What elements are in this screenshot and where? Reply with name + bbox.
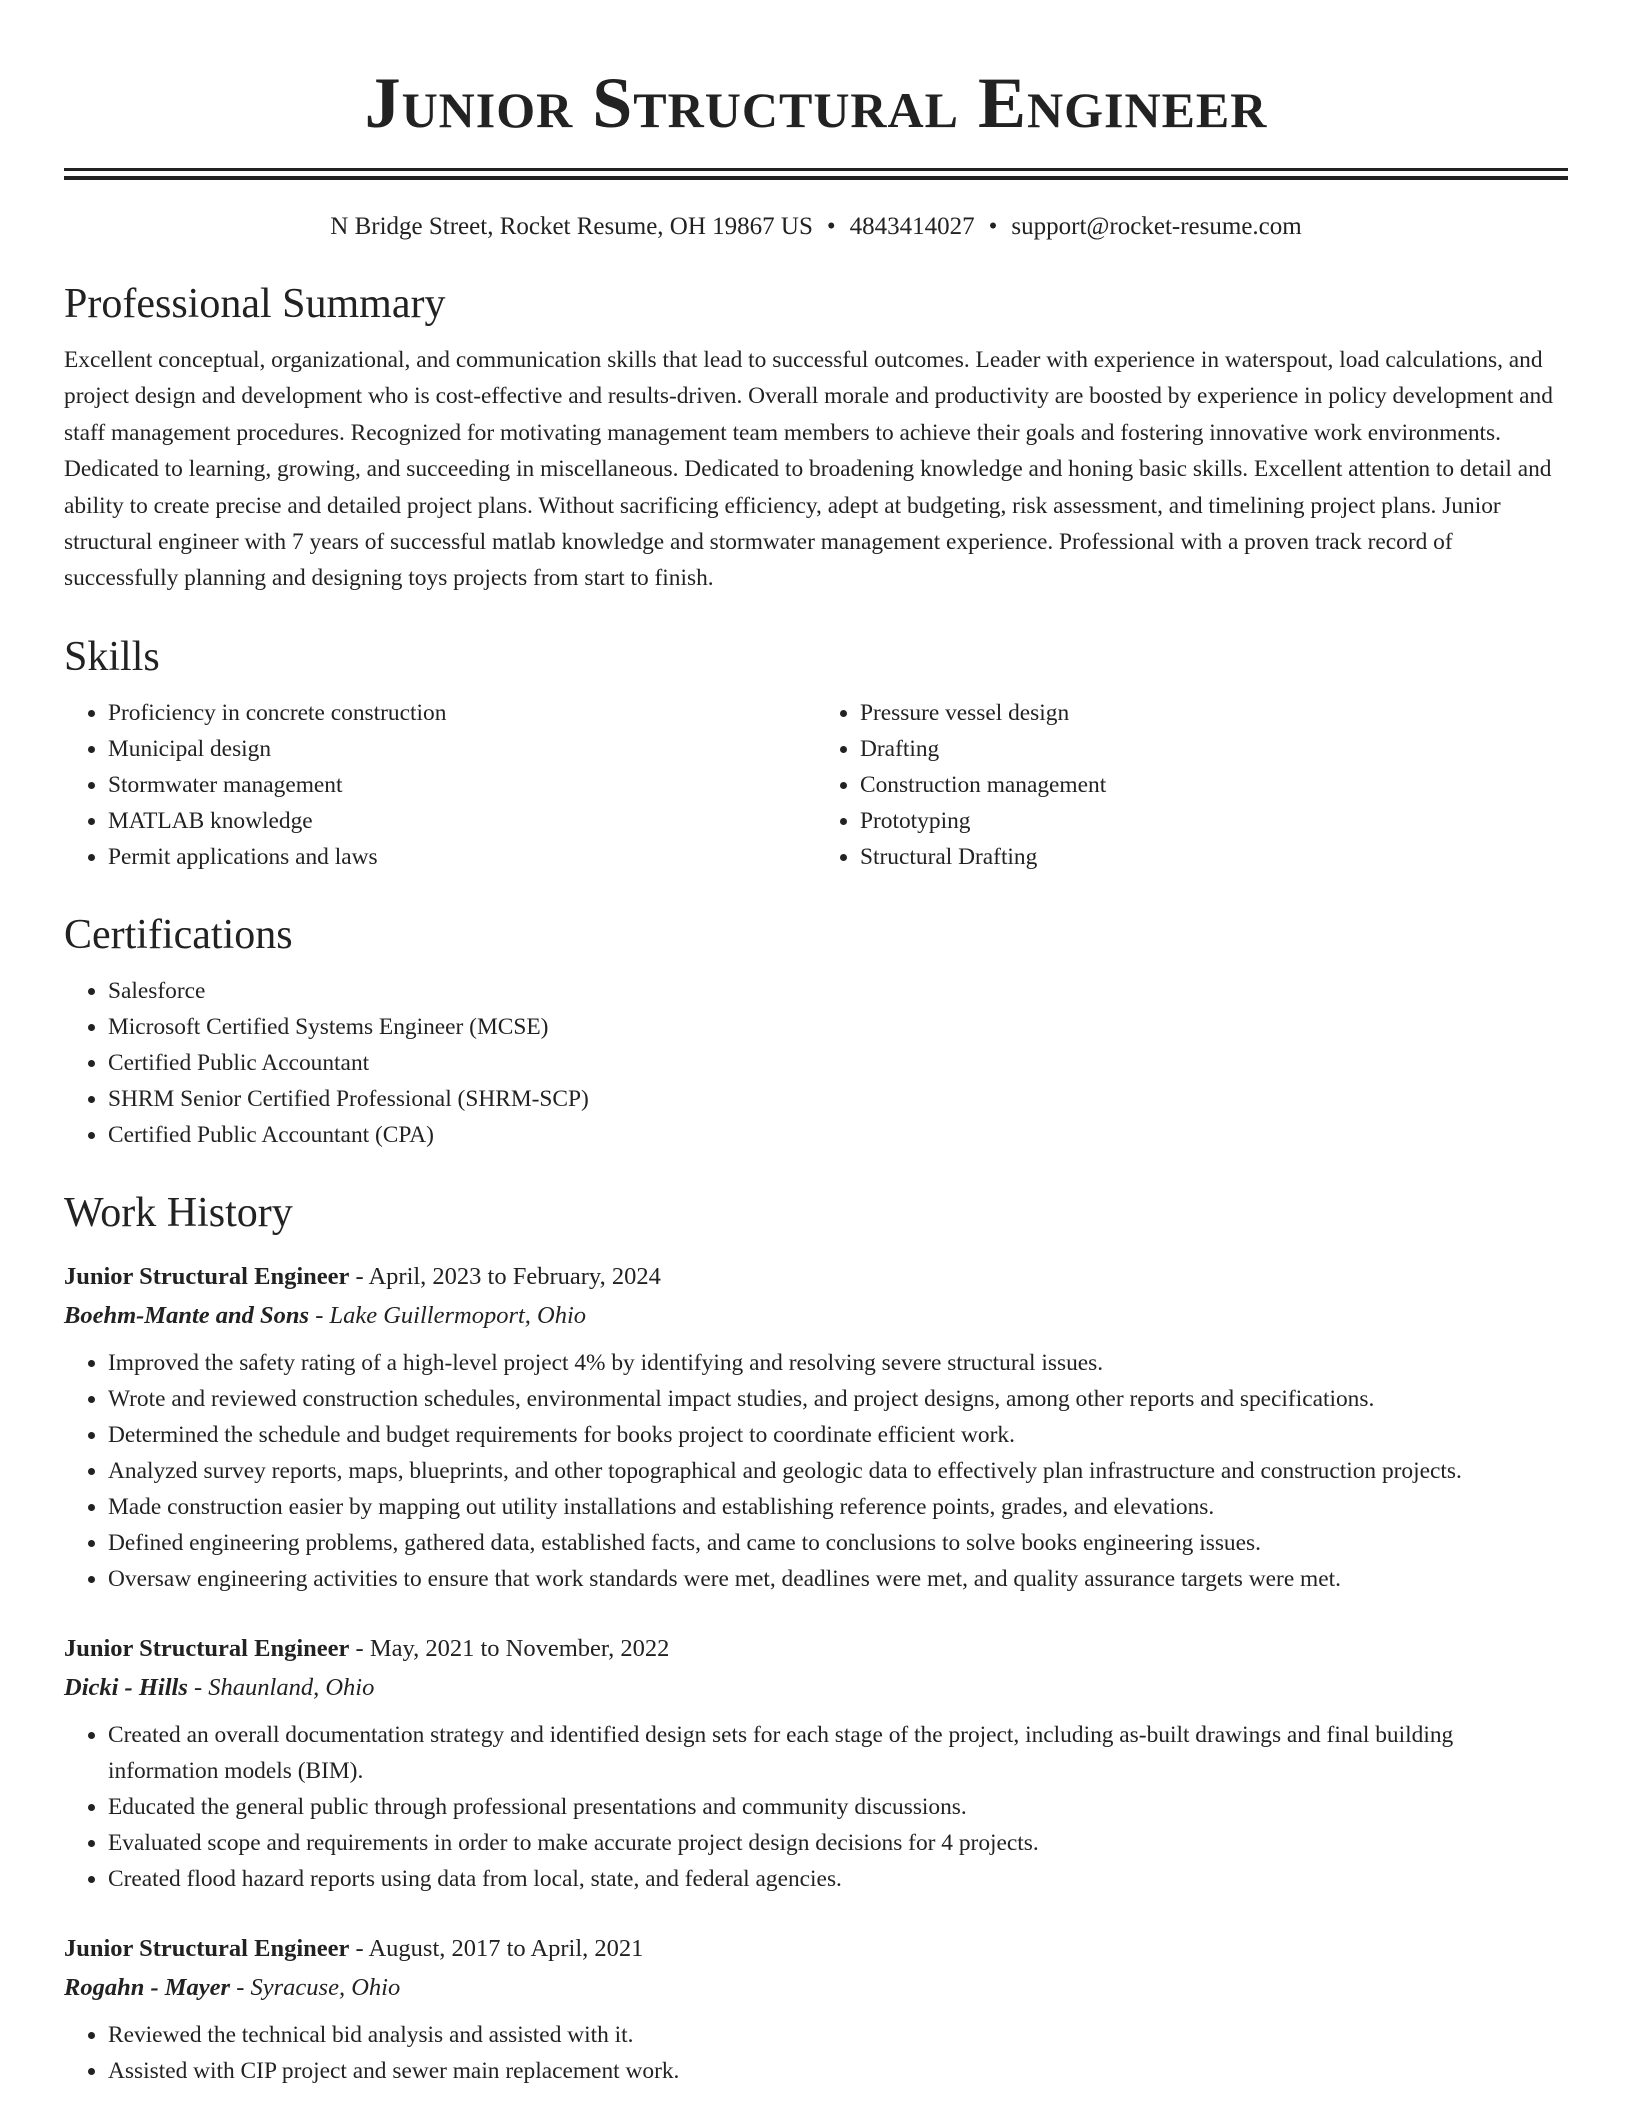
contact-separator: • bbox=[988, 213, 998, 240]
job-company-line bbox=[64, 1669, 1568, 1707]
job-location: Syracuse, Ohio bbox=[250, 1973, 401, 2001]
job-location: Shaunland, Ohio bbox=[208, 1673, 375, 1701]
list-item: • Permit applications and laws bbox=[108, 839, 816, 875]
job-dash: - bbox=[193, 1673, 203, 1701]
summary-section bbox=[64, 278, 1568, 597]
list-item: • MATLAB knowledge bbox=[108, 803, 816, 839]
job-title-line bbox=[64, 1257, 1568, 1297]
job-company-line bbox=[64, 1297, 1568, 1335]
list-item: • Made construction easier by mapping out utility installations and establishing reference points, grades, and elevations. bbox=[108, 1489, 1568, 1525]
skills-columns bbox=[64, 695, 1568, 875]
list-item: • Created flood hazard reports using data from local, state, and federal agencies. bbox=[108, 1861, 1568, 1897]
list-item: • Created an overall documentation strategy and identified design sets for each stage of the project, including as-built drawings and final building information models (BIM). bbox=[108, 1717, 1568, 1789]
contact-line bbox=[64, 210, 1568, 244]
resume-page bbox=[64, 0, 1568, 2089]
list-item: • Determined the schedule and budget requirements for books project to coordinate efficient work. bbox=[108, 1417, 1568, 1453]
job-dash: - bbox=[355, 1634, 364, 1662]
list-item: • Reviewed the technical bid analysis and assisted with it. bbox=[108, 2017, 1568, 2053]
job-dates: April, 2023 to February, 2024 bbox=[368, 1262, 661, 1290]
skills-section bbox=[64, 631, 1568, 875]
list-item: • Salesforce bbox=[108, 973, 1568, 1009]
list-item: • Microsoft Certified Systems Engineer (MCSE) bbox=[108, 1009, 1568, 1045]
contact-address: N Bridge Street, Rocket Resume, OH 19867 US bbox=[330, 213, 813, 240]
work-history-heading: Work History bbox=[64, 1189, 293, 1236]
job-company: Boehm-Mante and Sons bbox=[64, 1301, 310, 1329]
resume-name: Junior Structural Engineer bbox=[364, 63, 1268, 143]
job-bullets bbox=[64, 2017, 1568, 2089]
job-dash: - bbox=[315, 1301, 324, 1329]
list-item: • Certified Public Accountant (CPA) bbox=[108, 1117, 1568, 1153]
list-item: • Defined engineering problems, gathered data, established facts, and came to conclusions to solve books engineering issues. bbox=[108, 1525, 1568, 1561]
job-entry bbox=[64, 1257, 1568, 1597]
job-dates: August, 2017 to April, 2021 bbox=[368, 1934, 644, 1962]
list-item: • Assisted with CIP project and sewer main replacement work. bbox=[108, 2053, 1568, 2089]
certifications-list bbox=[64, 973, 1568, 1153]
list-item: • Analyzed survey reports, maps, blueprints, and other topographical and geologic data to effectively plan infrastructure and construction projects. bbox=[108, 1453, 1568, 1489]
job-bullets bbox=[64, 1345, 1568, 1597]
header-double-rule bbox=[64, 168, 1568, 180]
list-item: • Prototyping bbox=[860, 803, 1568, 839]
job-dates: May, 2021 to November, 2022 bbox=[369, 1634, 670, 1662]
work-history-section bbox=[64, 1187, 1568, 2089]
job-title-line bbox=[64, 1629, 1568, 1669]
certifications-heading: Certifications bbox=[64, 911, 293, 958]
list-item: • Certified Public Accountant bbox=[108, 1045, 1568, 1081]
list-item: • Stormwater management bbox=[108, 767, 816, 803]
list-item: • Pressure vessel design bbox=[860, 695, 1568, 731]
job-entry bbox=[64, 1629, 1568, 1897]
job-title: Junior Structural Engineer bbox=[64, 1634, 350, 1662]
job-title: Junior Structural Engineer bbox=[64, 1262, 350, 1290]
job-company: Dicki - Hills bbox=[64, 1673, 188, 1701]
contact-phone[interactable]: 4843414027 bbox=[849, 213, 975, 240]
job-title: Junior Structural Engineer bbox=[64, 1934, 350, 1962]
skills-right-list bbox=[816, 695, 1568, 875]
job-dash: - bbox=[355, 1262, 364, 1290]
job-title-line bbox=[64, 1929, 1568, 1969]
summary-text: Excellent conceptual, organizational, and communication skills that lead to successful outcomes. Leader with experience in waterspout, load calculations, and project design and development who is cost-effective and results-driven. Overall morale and productivity are boosted by experience in policy development and staff management procedures. Recognized for motivating management team members to achieve their goals and fostering innovative work environments. Dedicated to learning, growing, and succeeding in miscellaneous. Dedicated to broadening knowledge and honing basic skills. Excellent attention to detail and ability to create precise and detailed project plans. Without sacrificing efficiency, adept at budgeting, risk assessment, and timelining project plans. Junior structural engineer with 7 years of successful matlab knowledge and stormwater management experience. Professional with a proven track record of successfully planning and designing toys projects from start to finish. bbox=[64, 347, 1553, 592]
job-dash: - bbox=[355, 1934, 364, 1962]
list-item: • Drafting bbox=[860, 731, 1568, 767]
skills-heading: Skills bbox=[64, 633, 160, 680]
contact-separator: • bbox=[826, 213, 836, 240]
job-dash: - bbox=[236, 1973, 245, 2001]
summary-heading: Professional Summary bbox=[64, 281, 446, 327]
list-item: • Wrote and reviewed construction schedules, environmental impact studies, and project designs, among other reports and specifications. bbox=[108, 1381, 1568, 1417]
list-item: • Municipal design bbox=[108, 731, 816, 767]
job-company: Rogahn - Mayer bbox=[64, 1973, 231, 2001]
list-item: • Educated the general public through professional presentations and community discussions. bbox=[108, 1789, 1568, 1825]
list-item: • Oversaw engineering activities to ensure that work standards were met, deadlines were met, and quality assurance targets were met. bbox=[108, 1561, 1568, 1597]
job-company-line bbox=[64, 1969, 1568, 2007]
list-item: • SHRM Senior Certified Professional (SHRM-SCP) bbox=[108, 1081, 1568, 1117]
job-bullets bbox=[64, 1717, 1568, 1897]
job-entry bbox=[64, 1929, 1568, 2089]
list-item: • Construction management bbox=[860, 767, 1568, 803]
list-item: • Evaluated scope and requirements in order to make accurate project design decisions for 4 projects. bbox=[108, 1825, 1568, 1861]
list-item: • Structural Drafting bbox=[860, 839, 1568, 875]
job-location: Lake Guillermoport, Ohio bbox=[329, 1301, 587, 1329]
list-item: • Improved the safety rating of a high-level project 4% by identifying and resolving severe structural issues. bbox=[108, 1345, 1568, 1381]
list-item: • Proficiency in concrete construction bbox=[108, 695, 816, 731]
skills-left-list bbox=[64, 695, 816, 875]
contact-email[interactable]: support@rocket-resume.com bbox=[1011, 213, 1302, 240]
certifications-section bbox=[64, 909, 1568, 1153]
